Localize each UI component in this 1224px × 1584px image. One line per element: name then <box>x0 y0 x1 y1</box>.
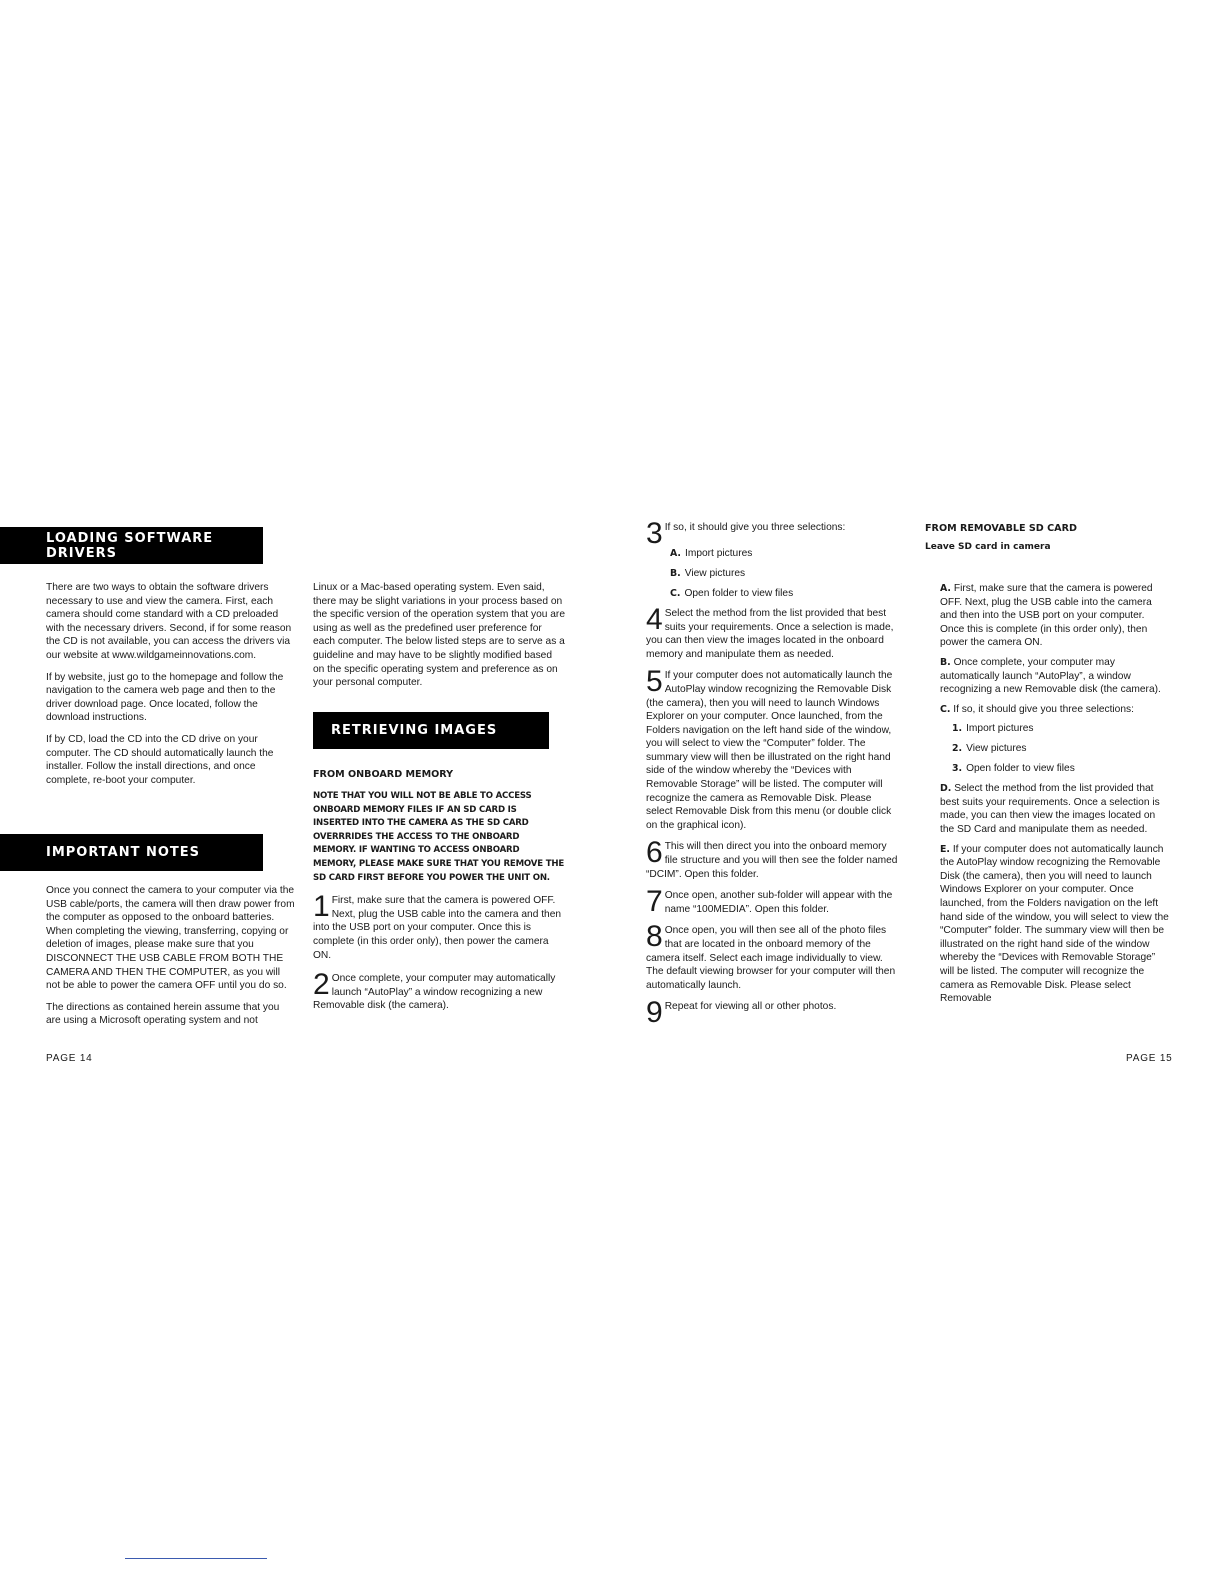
step-8 <box>646 920 900 992</box>
notes-paragraph-1: Once you connect the camera to your computer via the USB cable/ports, the camera will then draw power from the computer as opposed to the onboard batteries. When completing the viewing, transferring, copying or deletion of images, please make sure that you DISCONNECT THE USB CABLE FROM BOTH THE CAMERA AND THEN THE COMPUTER, as you will not be able to power the camera OFF until you do so. <box>46 885 295 992</box>
step-text: First, make sure that the camera is powered OFF. Next, plug the USB cable into the camera and then into the USB port on your computer. Once this is complete (in this order only), then power the camera ON. <box>313 895 562 961</box>
option-item: 3. Open folder to view files <box>952 763 1075 775</box>
step-text: This will then direct you into the onboard memory file structure and you will then see the folder named “DCIM”. Open this folder. <box>646 841 898 880</box>
sd-step-c-options <box>952 722 1170 776</box>
loading-software-drivers-heading <box>0 527 263 564</box>
step-number: 8 <box>646 920 663 954</box>
option-item: B. View pictures <box>670 567 746 579</box>
page-number-left: PAGE 14 <box>46 1053 93 1064</box>
option-item: C. Open folder to view files <box>670 587 794 599</box>
right-column-1 <box>646 517 900 1030</box>
step-text: Select the method from the list provided that best suits your requirements. Once a selection is made, you can then view the images located in the onboard memory and manipulate them as needed. <box>646 607 894 660</box>
step-number: 3 <box>646 517 663 550</box>
step-text: Once open, you will then see all of the photo files that are located in the onboard memory of the camera itself. Select each image individually to view. The default viewing browser for your computer will then automatically launch. <box>646 925 896 991</box>
step-number: 1 <box>313 890 330 924</box>
left-column-1 <box>46 581 296 795</box>
step-1 <box>313 890 565 962</box>
os-paragraph: Linux or a Mac-based operating system. Even said, there may be slight variations in your process based on the specific version of the operation system that you are using as well as the predefined user preference for each computer. The below listed steps are to serve as a guideline and may have to be slightly modified based on the specific operating system and preference as on your personal computer. <box>313 582 565 689</box>
notes-column <box>46 884 296 1036</box>
option-item: A. Import pictures <box>670 548 753 559</box>
sd-step-e: E. If your computer does not automatically launch the AutoPlay window recognizing the Removable Disk (the camera), then you will need to launch Windows Explorer on your computer. Once launched, from the Folders navigation on the left hand side of the window, you will select to view the “Computer” folder. The summary view will then be illustrated on the right hand side of the window whereby the “Devices with Removable Storage” will be listed. The computer will recognize the camera as Removable Disk. Please select Removable <box>940 843 1169 1005</box>
retrieving-column <box>313 769 565 1021</box>
step-text: If so, it should give you three selections: <box>664 522 846 533</box>
loading-paragraph-2: If by website, just go to the homepage and follow the navigation to the camera web page and then to the driver download page. Once located, follow the download instructions. <box>46 671 284 724</box>
sd-card-subheading: Leave SD card in camera <box>925 542 1051 552</box>
notes-paragraph-2: The directions as contained herein assume that you are using a Microsoft operating system and not <box>46 1001 280 1027</box>
step-4 <box>646 602 900 661</box>
heading-text: LOADING SOFTWARE DRIVERS <box>46 530 214 561</box>
onboard-memory-subheading: FROM ONBOARD MEMORY <box>313 769 454 780</box>
option-item: 2. View pictures <box>952 743 1027 755</box>
sd-step-c: C. If so, it should give you three selections: <box>940 703 1134 715</box>
step-text: If your computer does not automatically launch the AutoPlay window recognizing the Removable Disk (the camera), then you will need to launch Windows Explorer on your computer. Once launched, from the Folders navigation on the left hand side of the window, you will select to view the “Computer” folder. The summary view will then be illustrated on the right hand side of the window whereby the “Devices with Removable Storage” will be listed. The computer will recognize the camera as Removable Disk. Please select Removable Disk from this menu (or double click on the graphical icon). <box>646 670 893 831</box>
step-2 <box>313 968 565 1013</box>
heading-text: RETRIEVING IMAGES <box>331 723 498 738</box>
bottom-rule <box>125 1558 267 1559</box>
retrieving-images-heading <box>313 712 549 749</box>
step-text: Once complete, your computer may automatically launch “AutoPlay” a window recognizing a new Removable disk (the camera). <box>313 973 556 1012</box>
option-item: 1. Import pictures <box>952 723 1034 735</box>
step-3 <box>646 517 900 550</box>
sd-card-heading-block <box>925 523 1175 552</box>
step-number: 9 <box>646 996 663 1030</box>
page-number-right: PAGE 15 <box>1126 1053 1173 1064</box>
loading-paragraph-1: There are two ways to obtain the software drivers necessary to use and view the camera. First, each camera should come standard with a CD preloaded with the necessary drivers. Second, if for some reason the CD is not available, you can access the drivers via our website at www.wildgameinnovations.com. <box>46 582 292 661</box>
sd-card-heading: FROM REMOVABLE SD CARD <box>925 523 1077 534</box>
step-7 <box>646 885 900 919</box>
step-5 <box>646 665 900 832</box>
step-number: 5 <box>646 665 663 699</box>
sd-step-d: D. Select the method from the list provided that best suits your requirements. Once a selection is made, you can then view the images located on the SD Card and manipulate them as needed. <box>940 783 1160 836</box>
sd-step-a: A. First, make sure that the camera is powered OFF. Next, plug the USB cable into the camera and then into the USB port on your computer. Once this is complete (in this order only), then power the camera ON. <box>940 583 1153 649</box>
step-number: 7 <box>646 885 663 919</box>
step-9 <box>646 996 900 1030</box>
step-text: Once open, another sub-folder will appear with the name “100MEDIA”. Open this folder. <box>664 890 893 915</box>
important-notes-heading <box>0 834 263 871</box>
sd-card-column <box>940 582 1170 1012</box>
loading-paragraph-3: If by CD, load the CD into the CD drive on your computer. The CD should automatically launch the installer. Follow the install directions, and once complete, re-boot your computer. <box>46 733 274 786</box>
step-number: 4 <box>646 602 663 636</box>
sd-step-b: B. Once complete, your computer may automatically launch “AutoPlay”, a window recognizing a new Removable disk (the camera). <box>940 656 1161 696</box>
step-6 <box>646 836 900 881</box>
step-number: 6 <box>646 836 663 870</box>
step-number: 2 <box>313 968 330 1002</box>
step-3-options <box>670 547 900 601</box>
onboard-memory-note: NOTE THAT YOU WILL NOT BE ABLE TO ACCESS ONBOARD MEMORY FILES IF AN SD CARD IS INSERTED INTO THE CAMERA AS THE SD CARD OVERRRIDES THE ACCESS TO THE ONBOARD MEMORY. IF WANTING TO ACCESS ONBOARD MEMORY, PLEASE MAKE SURE THAT YOU REMOVE THE SD CARD FIRST BEFORE YOU POWER THE UNIT ON. <box>313 791 565 883</box>
left-column-2-top <box>313 581 565 698</box>
step-text: Repeat for viewing all or other photos. <box>664 1001 837 1013</box>
heading-text: IMPORTANT NOTES <box>46 845 201 860</box>
